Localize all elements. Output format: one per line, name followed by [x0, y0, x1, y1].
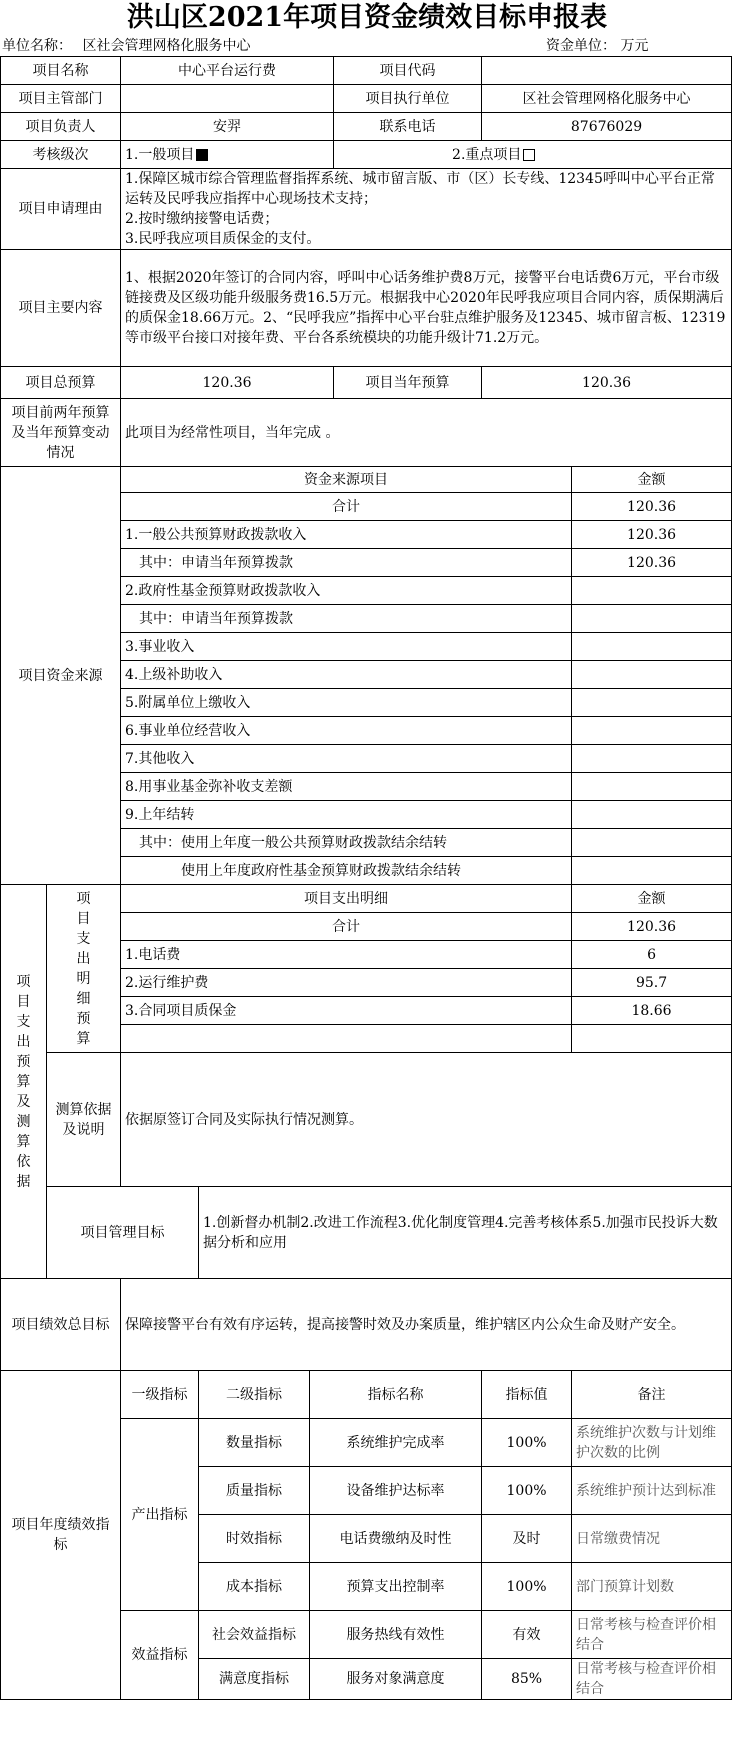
ind-note: 系统维护预计达到标准 [572, 1467, 732, 1515]
expense-item: 3.合同项目质保金 [121, 997, 572, 1025]
project-name-label: 项目名称 [1, 57, 121, 85]
expense-amount: 120.36 [572, 913, 732, 941]
table-row [1, 885, 732, 913]
funding-item: 3.事业收入 [121, 633, 572, 661]
table-row [1, 57, 732, 85]
ind-l2: 成本指标 [199, 1563, 310, 1611]
funding-amount [572, 773, 732, 801]
ind-group-output: 产出指标 [121, 1419, 199, 1611]
ind-note: 日常考核与检查评价相结合 [572, 1611, 732, 1659]
expense-detail-label-text: 项目支出明细预算 [76, 890, 91, 1047]
funding-amount [572, 717, 732, 745]
level-option-key [334, 141, 732, 169]
ind-l2: 质量指标 [199, 1467, 310, 1515]
table-row [1, 169, 732, 250]
ind-value: 100% [482, 1563, 572, 1611]
funding-item: 其中：申请当年预算拨款 [121, 549, 572, 577]
funding-amount [572, 633, 732, 661]
expense-item: 2.运行维护费 [121, 969, 572, 997]
ind-name: 服务热线有效性 [310, 1611, 482, 1659]
funding-item: 9.上年结转 [121, 801, 572, 829]
expense-outer-label-text: 项目支出预算及测算依据 [16, 973, 31, 1190]
funding-amount [572, 577, 732, 605]
funding-col-source: 资金来源项目 [121, 467, 572, 493]
table-row [1, 1371, 732, 1419]
table-row [1, 1279, 732, 1371]
funding-item: 4.上级补助收入 [121, 661, 572, 689]
funding-amount [572, 661, 732, 689]
funding-item: 其中：使用上年度一般公共预算财政拨款结余结转 [121, 829, 572, 857]
phone-value: 87676029 [482, 113, 732, 141]
mgmt-label: 项目管理目标 [47, 1187, 199, 1279]
level-option-key-label: 2.重点项目 [452, 146, 522, 163]
expense-item [121, 1025, 572, 1053]
expense-amount: 6 [572, 941, 732, 969]
funding-col-amount: 金额 [572, 467, 732, 493]
table-row [1, 467, 732, 493]
basis-label: 测算依据及说明 [47, 1053, 121, 1187]
funding-amount [572, 829, 732, 857]
table-row [1, 399, 732, 467]
funding-amount [572, 689, 732, 717]
funding-item: 8.用事业基金弥补收支差额 [121, 773, 572, 801]
expense-outer-label [1, 885, 47, 1279]
funding-item: 7.其他收入 [121, 745, 572, 773]
ind-col-value: 指标值 [482, 1371, 572, 1419]
content-label: 项目主要内容 [1, 250, 121, 367]
basis-text: 依据原签订合同及实际执行情况测算。 [121, 1053, 732, 1187]
table-row [1, 141, 732, 169]
expense-amount: 95.7 [572, 969, 732, 997]
funding-amount: 120.36 [572, 549, 732, 577]
checked-box-icon [196, 149, 208, 161]
project-code-value [482, 57, 732, 85]
ind-col-note: 备注 [572, 1371, 732, 1419]
reason-text: 1.保障区城市综合管理监督指挥系统、城市留言版、市（区）长专线、12345呼叫中心平台正常运转及民呼我应指挥中心现场技术支持； 2.按时缴纳接警电话费； 3.民呼我应项目质保金的支付。 [121, 169, 732, 250]
expense-item: 1.电话费 [121, 941, 572, 969]
indicators-label: 项目年度绩效指标 [1, 1371, 121, 1700]
page-title: 洪山区2021年项目资金绩效目标申报表 [126, 2, 608, 33]
application-table [0, 56, 732, 1700]
table-row [1, 113, 732, 141]
ind-note: 部门预算计划数 [572, 1563, 732, 1611]
ind-col-l1: 一级指标 [121, 1371, 199, 1419]
ind-value: 有效 [482, 1611, 572, 1659]
currency-value: 万元 [620, 38, 649, 54]
expense-col-amount: 金额 [572, 885, 732, 913]
ind-value: 100% [482, 1467, 572, 1515]
ind-note: 日常考核与检查评价相结合 [572, 1659, 732, 1700]
currency-label: 资金单位： [546, 38, 616, 54]
owner-value: 安羿 [121, 113, 334, 141]
ind-value: 100% [482, 1419, 572, 1467]
ind-col-name: 指标名称 [310, 1371, 482, 1419]
total-budget-value: 120.36 [121, 367, 334, 399]
funding-item: 5.附属单位上缴收入 [121, 689, 572, 717]
funding-amount [572, 801, 732, 829]
expense-amount [572, 1025, 732, 1053]
funding-item: 1.一般公共预算财政拨款收入 [121, 521, 572, 549]
ind-col-l2: 二级指标 [199, 1371, 310, 1419]
funding-amount: 120.36 [572, 493, 732, 521]
ind-name: 服务对象满意度 [310, 1659, 482, 1700]
ind-group-benefit: 效益指标 [121, 1611, 199, 1700]
ind-note: 日常缴费情况 [572, 1515, 732, 1563]
level-option-general [121, 141, 334, 169]
year-budget-label: 项目当年预算 [334, 367, 482, 399]
mgmt-text: 1.创新督办机制2.改进工作流程3.优化制度管理4.完善考核体系5.加强市民投诉大数据分析和应用 [199, 1187, 732, 1279]
change-text: 此项目为经常性项目，当年完成 。 [121, 399, 732, 467]
unit-label: 单位名称： [2, 38, 72, 54]
perf-total-text: 保障接警平台有效有序运转，提高接警时效及办案质量，维护辖区内公众生命及财产安全。 [121, 1279, 732, 1371]
ind-name: 系统维护完成率 [310, 1419, 482, 1467]
expense-item: 合计 [121, 913, 572, 941]
phone-label: 联系电话 [334, 113, 482, 141]
ind-note: 系统维护次数与计划维护次数的比例 [572, 1419, 732, 1467]
ind-l2: 满意度指标 [199, 1659, 310, 1700]
table-row [1, 367, 732, 399]
level-option-general-label: 1.一般项目 [125, 146, 195, 163]
project-code-label: 项目代码 [334, 57, 482, 85]
perf-total-label: 项目绩效总目标 [1, 1279, 121, 1371]
total-budget-label: 项目总预算 [1, 367, 121, 399]
funding-label: 项目资金来源 [1, 467, 121, 885]
ind-l2: 社会效益指标 [199, 1611, 310, 1659]
unit-value: 区社会管理网格化服务中心 [82, 38, 251, 54]
funding-amount: 120.36 [572, 521, 732, 549]
table-row [1, 1187, 732, 1279]
dept-value [121, 85, 334, 113]
funding-item: 其中：申请当年预算拨款 [121, 605, 572, 633]
currency-unit [546, 36, 648, 56]
expense-amount: 18.66 [572, 997, 732, 1025]
funding-amount [572, 857, 732, 885]
ind-name: 电话费缴纳及时性 [310, 1515, 482, 1563]
expense-col-detail: 项目支出明细 [121, 885, 572, 913]
funding-amount [572, 605, 732, 633]
unchecked-box-icon [523, 149, 535, 161]
ind-name: 设备维护达标率 [310, 1467, 482, 1515]
content-text: 1、根据2020年签订的合同内容，呼叫中心话务维护费8万元，接警平台电话费6万元，平台市级链接费及区级功能升级服务费16.5万元。根据我中心2020年民呼我应项目合同内容，质保期满后的质保金18.66万元。2、“民呼我应”指挥中心平台驻点维护服务及12345、城市留言板、12319等市级平台接口对接年费、平台各系统模块的功能升级计71.2万元。 [121, 250, 732, 367]
unit-name [2, 36, 250, 56]
ind-l2: 数量指标 [199, 1419, 310, 1467]
funding-amount [572, 745, 732, 773]
owner-label: 项目负责人 [1, 113, 121, 141]
ind-l2: 时效指标 [199, 1515, 310, 1563]
reason-label: 项目申请理由 [1, 169, 121, 250]
table-row [1, 85, 732, 113]
year-budget-value: 120.36 [482, 367, 732, 399]
ind-value: 及时 [482, 1515, 572, 1563]
funding-item: 使用上年度政府性基金预算财政拨款结余结转 [121, 857, 572, 885]
ind-name: 预算支出控制率 [310, 1563, 482, 1611]
level-label: 考核级次 [1, 141, 121, 169]
change-label: 项目前两年预算及当年预算变动情况 [1, 399, 121, 467]
exec-value: 区社会管理网格化服务中心 [482, 85, 732, 113]
table-row [1, 1053, 732, 1187]
project-name-value: 中心平台运行费 [121, 57, 334, 85]
dept-label: 项目主管部门 [1, 85, 121, 113]
expense-detail-label [47, 885, 121, 1053]
table-row [1, 250, 732, 367]
funding-item: 2.政府性基金预算财政拨款收入 [121, 577, 572, 605]
funding-item: 合计 [121, 493, 572, 521]
exec-label: 项目执行单位 [334, 85, 482, 113]
funding-item: 6.事业单位经营收入 [121, 717, 572, 745]
ind-value: 85% [482, 1659, 572, 1700]
